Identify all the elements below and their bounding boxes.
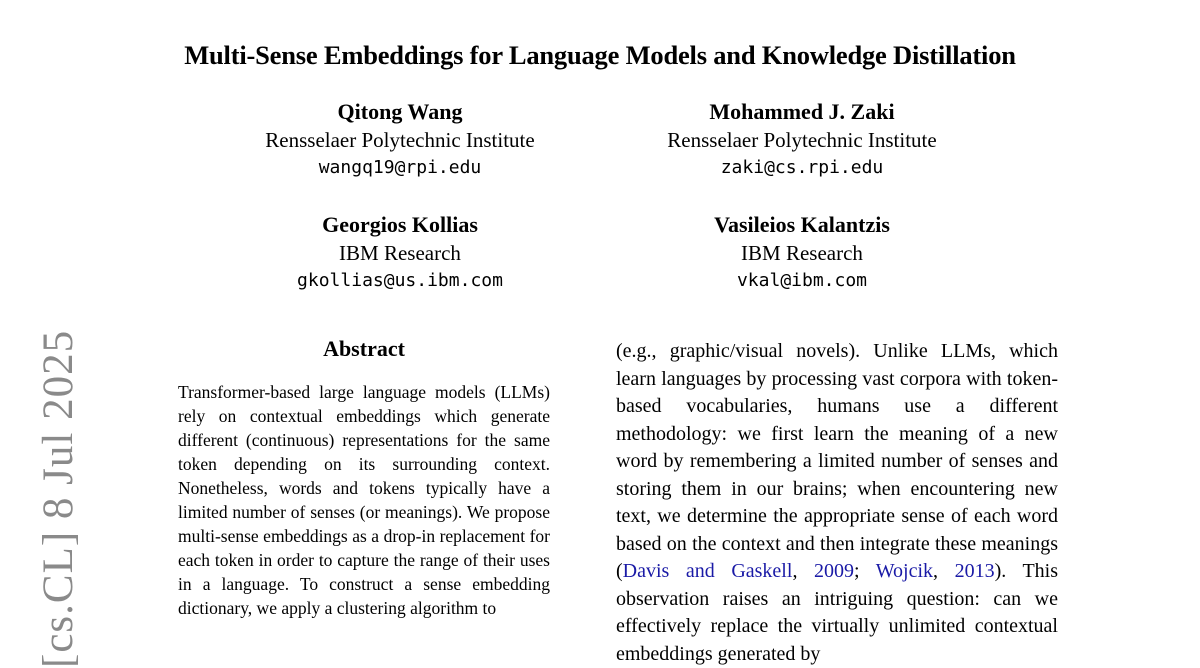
author-affiliation: IBM Research [741,241,863,265]
author-block [602,98,1002,182]
author-affiliation: IBM Research [339,241,461,265]
author-block [200,211,600,295]
citation-link[interactable]: Wojcik [875,560,934,582]
author-name: Vasileios Kalantzis [714,212,890,237]
author-name: Qitong Wang [337,99,463,124]
abstract-heading: Abstract [323,336,405,361]
citation-link[interactable]: 2009 [814,560,854,582]
author-affiliation: Rensselaer Polytechnic Institute [667,128,937,152]
citation-separator: , [933,560,955,582]
citation-separator: ; [854,560,876,582]
author-name: Mohammed J. Zaki [709,99,895,124]
arxiv-stamp: [cs.CL] 8 Jul 2025 [35,329,82,668]
intro-text: (e.g., graphic/visual novels). Unlike LLMs, which learn languages by processing vast corpora with token-based vocabularies, humans use a different methodology: we first learn the meaning of a new word by remembering a limited number of senses and storing them in our brains; when encountering new text, we determine the appropriate sense of each word based on the context and then integrate these meanings ( [616,340,1058,582]
author-affiliation: Rensselaer Polytechnic Institute [265,128,535,152]
author-name: Georgios Kollias [322,212,478,237]
intro-paragraph [616,338,1058,668]
author-block [200,98,600,182]
author-email[interactable]: vkal@ibm.com [736,270,868,291]
author-email[interactable]: gkollias@us.ibm.com [297,270,503,291]
abstract-text: Transformer-based large language models (LLMs) rely on contextual embeddings which generate different (continuous) representations for the same token depending on its surrounding context. Nonetheless, words and tokens typically have a limited number of senses (or meanings). We propose multi-sense embeddings as a drop-in replacement for each token in order to capture the range of their uses in a language. To construct a sense embedding dictionary, we apply a clustering algorithm to [178,382,550,618]
author-email[interactable]: zaki@cs.rpi.edu [720,157,884,178]
paper-title: Multi-Sense Embeddings for Language Models and Knowledge Distillation [184,40,1016,70]
intro-text: ). This observation raises an intriguing question: can we effectively replace the virtually unlimited contextual embeddings generated by [616,560,1059,665]
citation-link[interactable]: 2013 [954,560,995,582]
citation-link[interactable]: Davis and Gaskell [622,560,793,582]
author-block [602,211,1002,295]
citation-separator: , [792,560,814,582]
author-email[interactable]: wangq19@rpi.edu [318,157,482,178]
